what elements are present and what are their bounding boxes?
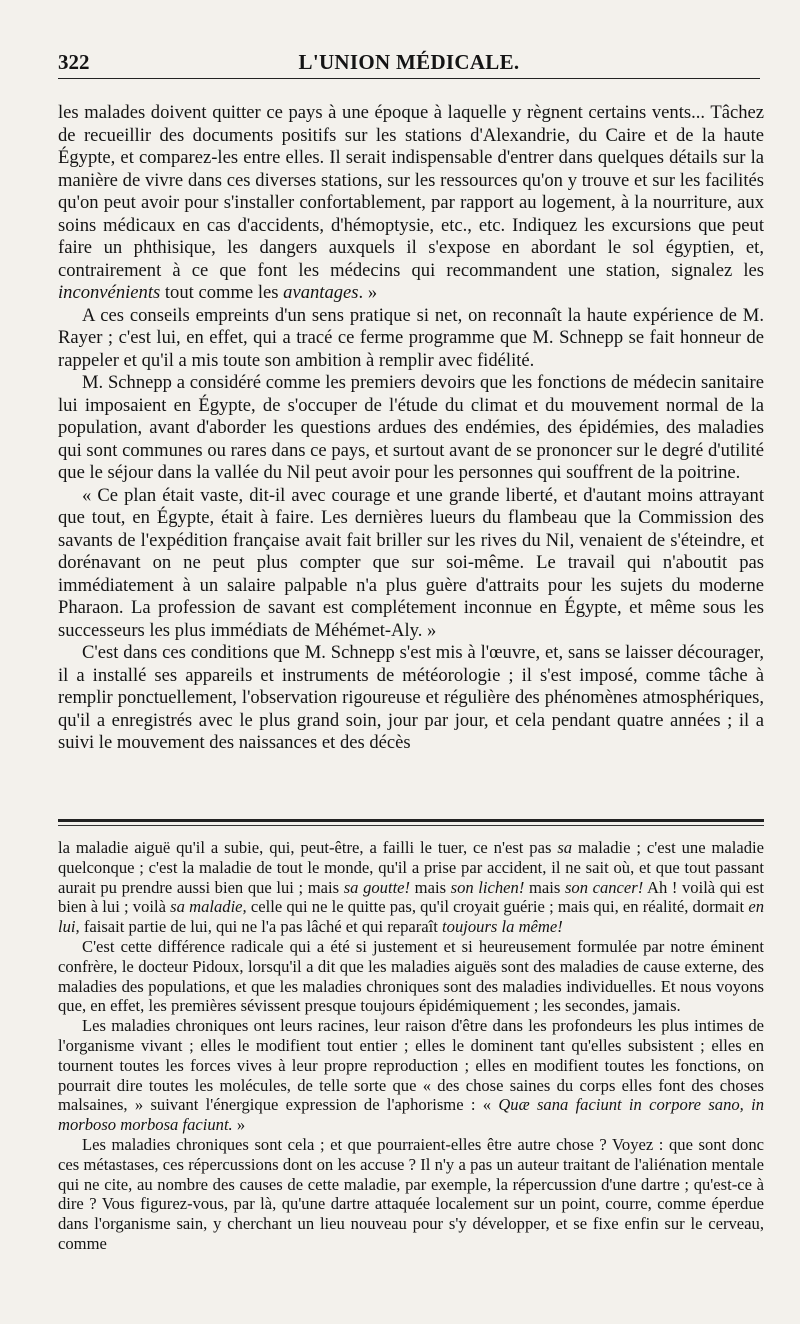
page-number: 322 — [58, 50, 90, 74]
running-title: L'UNION MÉDICALE. — [298, 50, 520, 74]
paragraph: les malades doivent quitter ce pays à une époque à laquelle y règnent certains vents... Tâchez de recueillir des documents positifs sur les stations d'Alexandrie, du Caire et de la haute Égypte, et comparez-les entre elles. Il serait indispensable d'entrer dans quelques détails sur la manière de vivre dans ces diverses stations, sur les ressources qu'on y trouve et sur les facilités qu'on peut avoir pour s'installer confortablement, par rapport au logement, à la nourriture, aux soins médicaux en cas d'accidents, d'hémoptysie, etc., etc. Indiquez les excursions que peut faire un phthisique, les dangers auxquels il s'expose en abordant le sol égyptien, et, contrairement à ce que font les médecins qui recommandent une station, signalez les inconvénients tout comme les avantages. » — [58, 102, 764, 303]
section-divider-thin — [58, 825, 764, 826]
paragraph: M. Schnepp a considéré comme les premiers devoirs que les fonctions de médecin sanitaire lui imposaient en Égypte, de s'occuper de l'étude du climat et du mouvement normal de la population, avant d'aborder les questions ardues des endémies, des épidémies, des maladies qui sont communes ou rares dans ce pays, et surtout avant de se prononcer sur le degré d'utilité que le séjour dans la vallée du Nil peut avoir pour les personnes qui souffrent de la poitrine. — [58, 372, 764, 483]
quotation-paragraph: « Ce plan était vaste, dit-il avec courage et une grande liberté, et d'autant moins attrayant que tout, en Égypte, était à faire. Les dernières lueurs du flambeau que la Commission des savants de l'expédition française avait fait briller sur les rives du Nil, venaient de s'éteindre, et dorénavant on ne peut plus compter que sur soi-même. Le travail qui n'aboutit pas immédiatement à un salaire palpable n'a plus guère d'attraits pour les sujets du moderne Pharaon. La profession de savant est complétement inconnue en Égypte, et même sous les successeurs les plus immédiats de Méhémet-Aly. » — [58, 484, 764, 641]
main-article — [58, 102, 764, 755]
paragraph: Les maladies chroniques ont leurs racines, leur raison d'être dans les profondeurs les plus intimes de l'organisme vivant ; elles le modifient tout entier ; elles le dominent tant qu'elles subsistent ; elles en tournent toutes les forces vives à leur propre reproduction ; elles en modifient toutes les fonctions, on pourrait dire toutes les molécules, de telle sorte que « des chose saines du corps elles font des choses malsaines, » suivant l'énergique expression de l'aphorisme : « Quæ sana faciunt in corpore sano, in morboso morbosa faciunt. » — [58, 1016, 764, 1135]
paragraph: A ces conseils empreints d'un sens pratique si net, on reconnaît la haute expérience de M. Rayer ; c'est lui, en effet, qui a tracé ce ferme programme que M. Schnepp se fait honneur de rappeler et qu'il a mis toute son ambition à remplir avec fidélité. — [58, 304, 764, 371]
section-divider — [58, 819, 764, 822]
paragraph: la maladie aiguë qu'il a subie, qui, peut-être, a failli le tuer, ce n'est pas sa maladie ; c'est une maladie quelconque ; c'est la maladie de tout le monde, qu'il a prise par accident, il ne sait où, et que tout passant aurait pu prendre aussi bien que lui ; mais sa goutte! mais son lichen! mais son cancer! Ah ! voilà qui est bien à lui ; voilà sa maladie, celle qui ne le quitte pas, qu'il croyait guérie ; mais qui, en réalité, dormait en lui, faisait partie de lui, qui ne l'a pas lâché et qui reparaît toujours la même! — [58, 838, 765, 937]
paragraph: C'est dans ces conditions que M. Schnepp s'est mis à l'œuvre, et, sans se laisser décourager, il a installé ses appareils et instruments de météorologie ; il s'est imposé, comme tâche à remplir ponctuellement, l'observation rigoureuse et régulière des phénomènes atmosphériques, qu'il a enregistrés avec le plus grand soin, jour par jour, et cela pendant quatre années ; il a suivi le mouvement des naissances et des décès — [58, 642, 764, 753]
paragraph: C'est cette différence radicale qui a été si justement et si heureusement formulée par notre éminent confrère, le docteur Pidoux, lorsqu'il a dit que les maladies aiguës sont des maladies de cause externe, des maladies des populations, et que les maladies chroniques sont des maladies individuelles. Et nous voyons que, en effet, les premières sévissent presque toujours épidémiquement ; les secondes, jamais. — [58, 936, 764, 1016]
page-header — [58, 48, 760, 79]
feuilleton-article — [58, 838, 764, 1254]
paragraph: Les maladies chroniques sont cela ; et que pourraient-elles être autre chose ? Voyez : que sont donc ces métastases, ces répercussions dont on les accuse ? Il n'y a pas un auteur traitant de l'aliénation mentale qui ne cite, au nombre des causes de cette maladie, par exemple, la répercussion d'une dartre ; qu'est-ce à dire ? Vous figurez-vous, par là, qu'une dartre attaquée localement sur un point, courre, comme éperdue dans l'organisme sain, y cherchant un lieu nouveau pour s'y développer, et se fixe enfin sur le cerveau, comme — [58, 1134, 764, 1253]
